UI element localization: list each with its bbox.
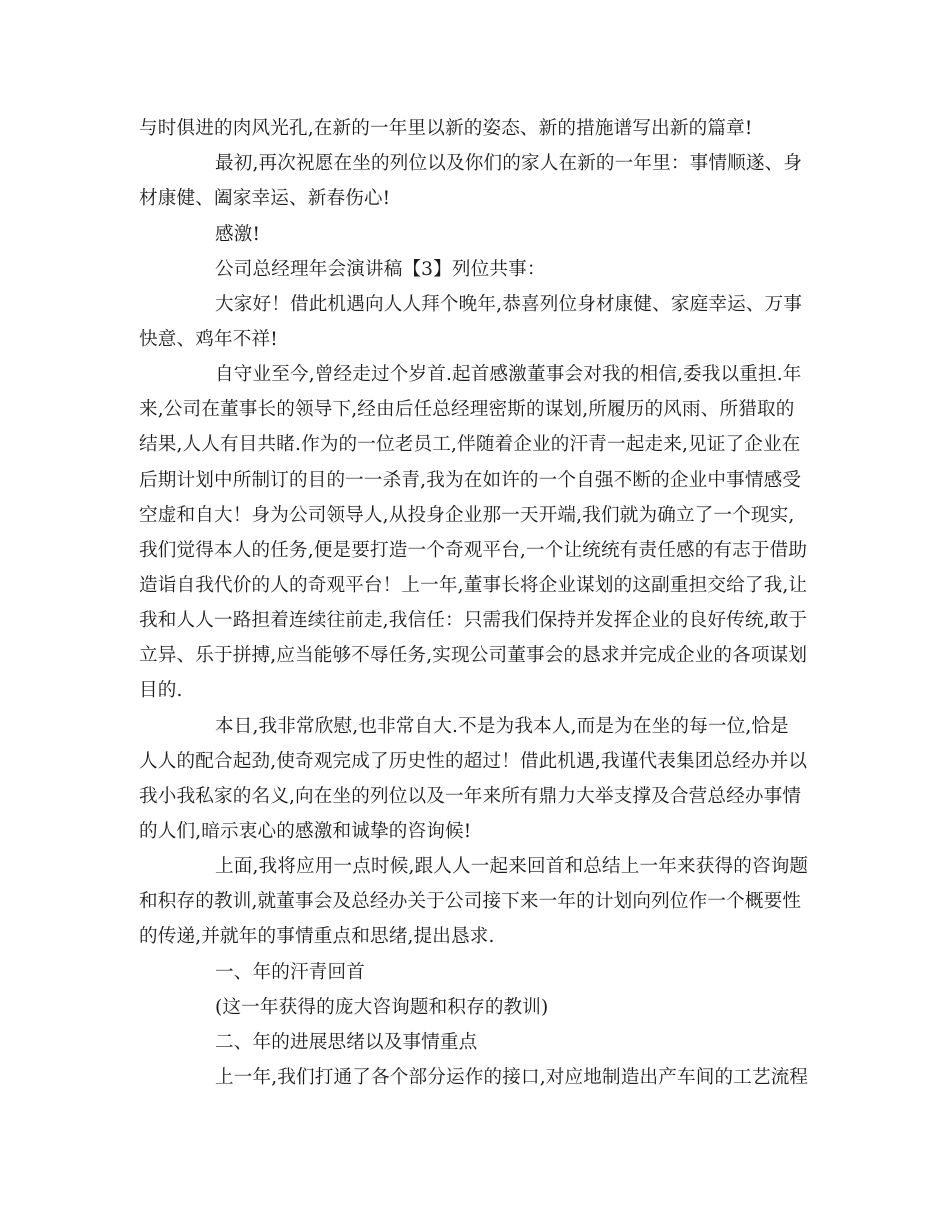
section-heading: 一、年的汗青回首: [215, 962, 365, 983]
text-line: 与时俱进的肉风光孔,在新的一年里以新的姿态、新的措施谱写出新的篇章!: [139, 118, 753, 139]
text-line: 我和人人一路担着连续往前走,我信任：只需我们保持并发挥企业的良好传统,敢于: [139, 610, 808, 631]
text-line: 后期计划中所制订的目的一一杀青,我为在如许的一个自强不断的企业中事情感受: [139, 470, 802, 491]
text-line: 来,公司在董事长的领导下,经由后任总经理密斯的谋划,所履历的风雨、所猎取的: [139, 399, 795, 420]
text-line: 大家好！借此机遇向人人拜个晚年,恭喜列位身材康健、家庭幸运、万事: [215, 294, 803, 315]
text-line: 空虚和自大！身为公司领导人,从投身企业那一天开端,我们就为确立了一个现实,: [139, 505, 795, 526]
text-line: 造诣自我代价的人的奇观平台！上一年,董事长将企业谋划的这副重担交给了我,让: [139, 575, 808, 596]
text-line: 感激!: [215, 224, 261, 245]
text-line: 上一年,我们打通了各个部分运作的接口,对应地制造出产车间的工艺流程: [215, 1067, 809, 1088]
section-heading: 公司总经理年会演讲稿【3】列位共事：: [215, 259, 546, 280]
text-line: 材康健、阖家幸运、新春伤心!: [139, 188, 391, 209]
text-line: 立异、乐于拼搏,应当能够不辱任务,实现公司董事会的恳求并完成企业的各项谋划: [139, 645, 808, 666]
text-line: 和积存的教训,就董事会及总经办关于公司接下来一年的计划向列位作一个概要性: [139, 891, 802, 912]
text-line: 我小我私家的名义,向在坐的列位以及一年来所有鼎力大举支撑及合营总经办事情: [139, 786, 802, 807]
text-line: (这一年获得的庞大咨询题和积存的教训): [215, 997, 549, 1018]
text-line: 我们觉得本人的任务,便是要打造一个奇观平台,一个让统统有责任感的有志于借助: [139, 540, 808, 561]
text-line: 的传递,并就年的事情重点和思绪,提出恳求.: [139, 926, 495, 947]
text-line: 上面,我将应用一点时候,跟人人一起来回首和总结上一年来获得的咨询题: [215, 856, 809, 877]
text-line: 结果,人人有目共睹.作为的一位老员工,伴随着企业的汗青一起走来,见证了企业在: [139, 434, 801, 455]
text-line: 人人的配合起劲,使奇观完成了历史性的超过！借此机遇,我谨代表集团总经办并以: [139, 751, 808, 772]
text-line: 目的.: [139, 680, 183, 701]
section-heading: 二、年的进展思绪以及事情重点: [215, 1032, 478, 1053]
text-line: 自守业至今,曾经走过个岁首.起首感激董事会对我的相信,委我以重担.年: [215, 364, 802, 385]
text-line: 的人们,暗示衷心的感激和诚挚的咨询候!: [139, 821, 472, 842]
text-line: 最初,再次祝愿在坐的列位以及你们的家人在新的一年里：事情顺遂、身: [215, 153, 803, 174]
text-line: 本日,我非常欣慰,也非常自大.不是为我本人,而是为在坐的每一位,恰是: [215, 716, 789, 737]
text-line: 快意、鸡年不祥!: [139, 329, 278, 350]
